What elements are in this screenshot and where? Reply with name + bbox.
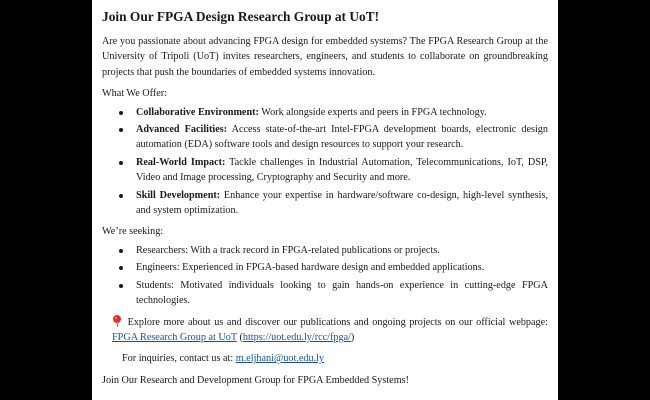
- offer-text: Access state-of-the-art Intel-FPGA development boards, electronic design automation (EDA) software tools and design resources to support your research.: [136, 124, 548, 151]
- pin-icon: [112, 315, 122, 327]
- offer-text: Tackle challenges in Industrial Automation, Telecommunications, IoT, DSP, Video and Image processing, Cryptography and Security and more.: [136, 156, 548, 184]
- list-item: Students: Motivated individuals looking to gain hands-on experience in cutting-edge FPGA technologies.: [136, 278, 548, 309]
- seeking-heading: We’re seeking:: [102, 226, 164, 238]
- document-page: [92, 0, 558, 400]
- offer-label: Advanced Facilities:: [136, 124, 228, 136]
- open-paren: (: [236, 331, 243, 343]
- explore-paragraph: [102, 315, 548, 346]
- webpage-link[interactable]: FPGA Research Group at UoT: [112, 331, 237, 343]
- offers-list: [102, 105, 548, 219]
- intro-paragraph: Are you passionate about advancing FPGA design for embedded systems? The FPGA Research Group at the University of Tripoli (UoT) invites researchers, engineers, and students to collaborate on groundbreaking projects that push the boundaries of embedded systems innovation.: [102, 36, 548, 78]
- email-link[interactable]: m.eljhani@uot.edu.ly: [235, 353, 325, 365]
- list-item: [136, 105, 548, 120]
- list-item: [136, 122, 548, 153]
- list-item: [136, 188, 548, 219]
- seeking-list: [102, 243, 548, 309]
- offer-text: Work alongside experts and peers in FPGA technology.: [258, 106, 487, 118]
- inquiries-paragraph: [102, 351, 548, 366]
- close-paren: ): [350, 331, 355, 343]
- closing-line: Join Our Research and Development Group for FPGA Embedded Systems!: [102, 374, 409, 386]
- inquiries-text: For inquiries, contact us at:: [122, 353, 236, 365]
- offer-label: Skill Development:: [136, 189, 221, 201]
- list-item: Engineers: Experienced in FPGA-based hardware design and embedded applications.: [136, 260, 548, 275]
- offers-heading: What We Offer:: [102, 88, 167, 100]
- list-item: [136, 155, 548, 186]
- explore-text: Explore more about us and discover our publications and ongoing projects on our official webpage:: [124, 316, 548, 328]
- offer-label: Collaborative Environment:: [136, 106, 259, 118]
- offer-text: Enhance your expertise in hardware/software co-design, high-level synthesis, and system optimization.: [136, 189, 548, 217]
- page-title: Join Our FPGA Design Research Group at UoT!: [102, 9, 380, 24]
- webpage-url-link[interactable]: https://uot.edu.ly/rcc/fpga/: [242, 331, 351, 343]
- list-item: Researchers: With a track record in FPGA-related publications or projects.: [136, 243, 548, 258]
- offer-label: Real-World Impact:: [136, 156, 226, 168]
